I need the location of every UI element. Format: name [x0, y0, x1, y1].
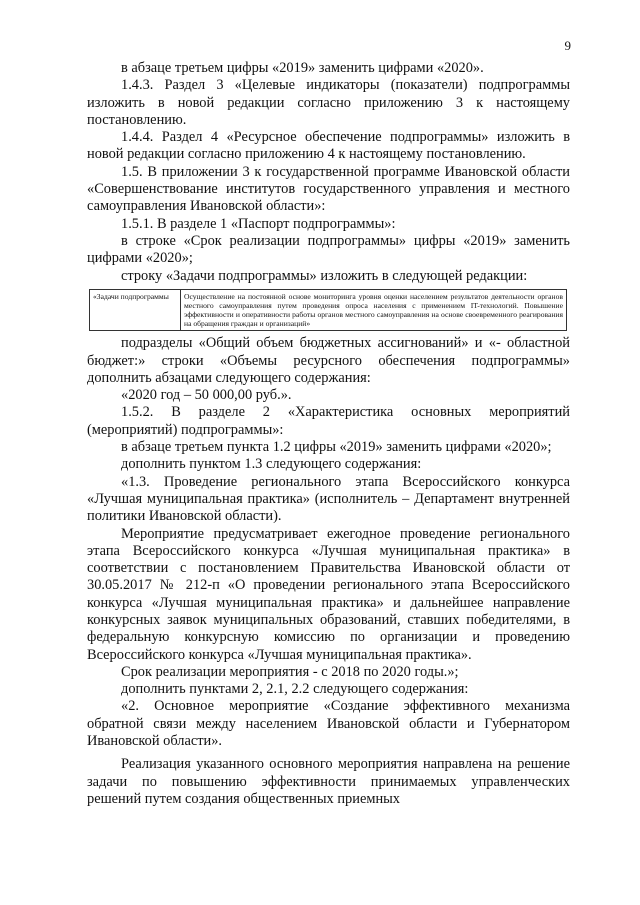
- paragraph-11: в абзаце третьем пункта 1.2 цифры «2019» заменить цифрами «2020»;: [121, 439, 552, 456]
- table-text-cell: Осуществление на постоянной основе мониторинга уровня оценки населением результатов деятельности органов местного самоуправления путем проведения опроса населения с применением IT-технологий. Повышение эффективности и оперативности работы органов местного самоуправления на основе своевременного реагирования на обращения граждан и организаций»: [181, 289, 567, 330]
- paragraph-4: 1.5. В приложении 3 к государственной программе Ивановской области «Совершенствование институтов государственного управления и местного самоуправления Ивановской области»:: [87, 163, 570, 215]
- paragraph-5: 1.5.1. В разделе 1 «Паспорт подпрограммы»:: [121, 215, 396, 232]
- paragraph-15: Срок реализации мероприятия - с 2018 по 2020 годы.»;: [121, 663, 459, 680]
- paragraph-13: «1.3. Проведение регионального этапа Всероссийского конкурса «Лучшая муниципальная практика» (исполнитель – Департамент внутренней политики Ивановской области).: [87, 473, 570, 525]
- paragraph-3: 1.4.4. Раздел 4 «Ресурсное обеспечение подпрограммы» изложить в новой редакции согласно приложению 4 к настоящему постановлению.: [87, 129, 570, 163]
- paragraph-18: Реализация указанного основного мероприятия направлена на решение задачи по повышению эффективности принимаемых управленческих решений путем создания общественных приемных: [87, 756, 570, 807]
- document-body: [87, 60, 570, 808]
- paragraph-1: в абзаце третьем цифры «2019» заменить цифрами «2020».: [121, 60, 484, 76]
- paragraph-2: 1.4.3. Раздел 3 «Целевые индикаторы (показатели) подпрограммы изложить в новой редакции согласно приложению 3 к настоящему постановлению.: [87, 77, 570, 128]
- paragraph-8: подразделы «Общий объем бюджетных ассигнований» и «- областной бюджет:» строки «Объемы ресурсного обеспечения подпрограммы» дополнить абзацами следующего содержания:: [87, 335, 570, 386]
- paragraph-17: «2. Основное мероприятие «Создание эффективного механизма обратной связи между населением Ивановской области и Губернатором Ивановской области».: [87, 698, 570, 750]
- paragraph-12: дополнить пунктом 1.3 следующего содержания:: [121, 456, 422, 473]
- table-label-cell: «Задачи подпрограммы: [90, 289, 181, 330]
- page-number: 9: [564, 38, 571, 53]
- paragraph-6: в строке «Срок реализации подпрограммы» цифры «2019» заменить цифрами «2020»;: [87, 232, 570, 267]
- paragraph-16: дополнить пунктами 2, 2.1, 2.2 следующего содержания:: [121, 681, 469, 698]
- table-row: [90, 289, 567, 330]
- passport-table: [89, 289, 567, 331]
- paragraph-10: 1.5.2. В разделе 2 «Характеристика основных мероприятий (мероприятий) подпрограммы»:: [87, 404, 570, 438]
- paragraph-7: строку «Задачи подпрограммы» изложить в следующей редакции:: [121, 267, 528, 284]
- paragraph-14: Мероприятие предусматривает ежегодное проведение регионального этапа Всероссийского конкурса «Лучшая муниципальная практика» в соответствии с постановлением Правительства Ивановской области от 30.05.2017 № 212-п «О проведении регионального этапа Всероссийского конкурса «Лучшая муниципальная практика» и дальнейшее направление конкурсных заявок муниципальных образований, ставших победителями, в федеральную конкурсную комиссию по организации и проведению Всероссийского конкурса «Лучшая муниципальная практика».: [87, 525, 570, 663]
- paragraph-9: «2020 год – 50 000,00 руб.».: [121, 387, 292, 404]
